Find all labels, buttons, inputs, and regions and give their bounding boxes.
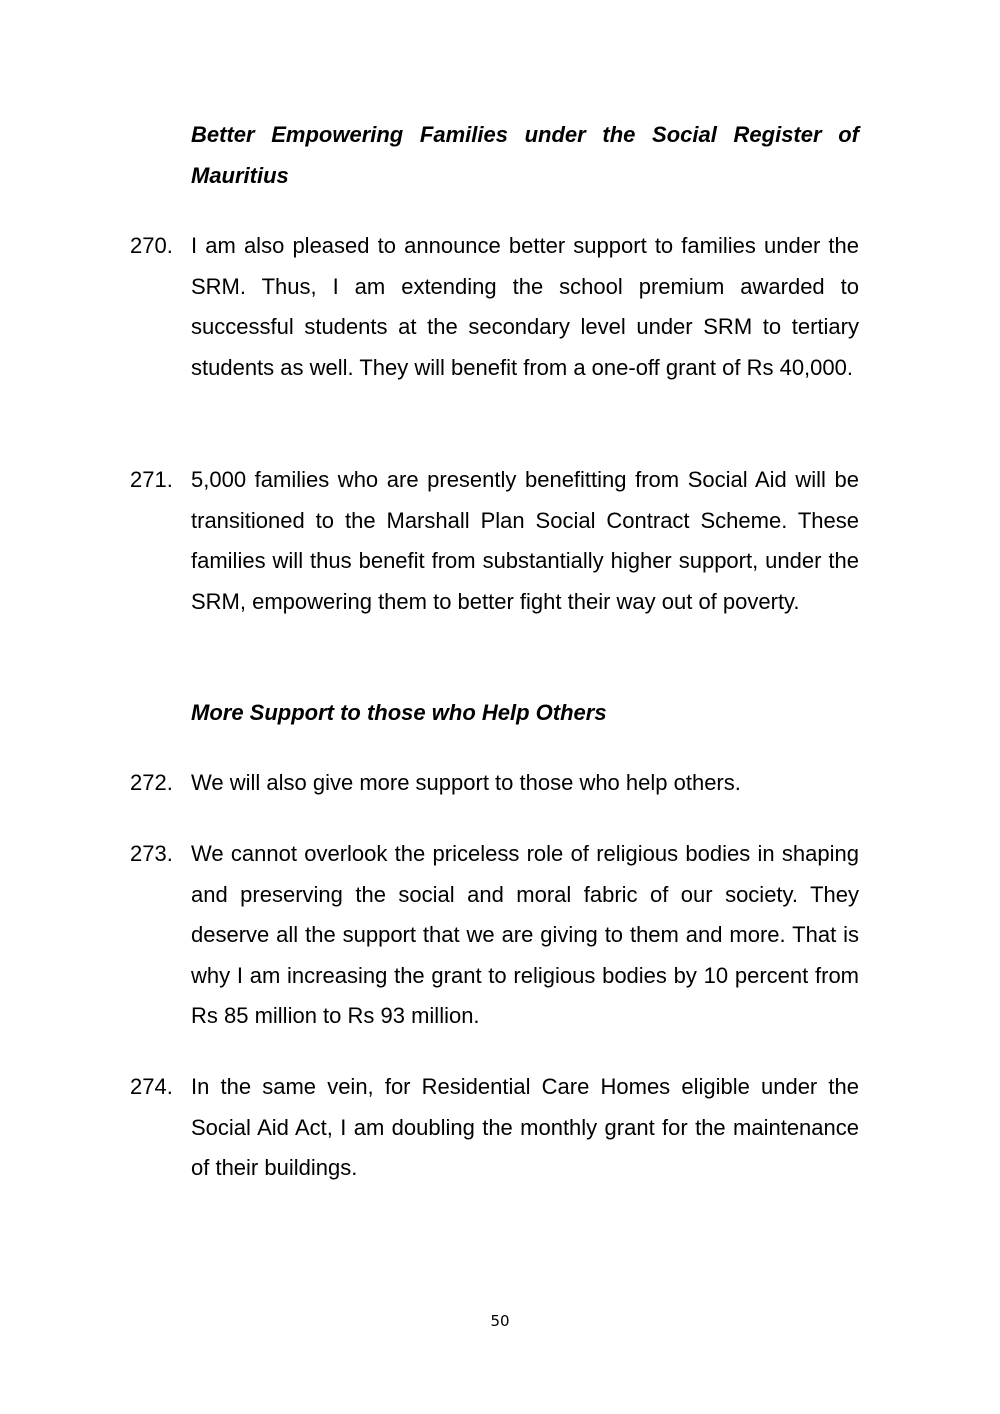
- paragraph-number: 274.: [130, 1074, 173, 1099]
- paragraph-number: 273.: [130, 841, 173, 866]
- paragraph-271: [130, 460, 859, 622]
- paragraph-272: [130, 763, 859, 804]
- paragraph-270: [130, 226, 859, 388]
- paragraph-text: 5,000 families who are presently benefitting from Social Aid will be transitioned to the Marshall Plan Social Contract Scheme. These families will thus benefit from substantially higher support, under the SRM, empowering them to better fight their way out of poverty.: [191, 467, 859, 614]
- paragraph-273: [130, 834, 859, 1037]
- paragraph-text: We cannot overlook the priceless role of religious bodies in shaping and preserving the social and moral fabric of our society. They deserve all the support that we are giving to them and more. That is why I am increasing the grant to religious bodies by 10 percent from Rs 85 million to Rs 93 million.: [191, 841, 859, 1029]
- paragraph-274: [130, 1067, 859, 1189]
- paragraph-number: 270.: [130, 233, 173, 258]
- paragraph-text: In the same vein, for Residential Care Homes eligible under the Social Aid Act, I am doubling the monthly grant for the maintenance of their buildings.: [191, 1074, 859, 1181]
- page-number: 50: [490, 1312, 510, 1330]
- paragraph-number: 272.: [130, 770, 173, 795]
- section-heading-social-register: Better Empowering Families under the Social Register of Mauritius: [191, 122, 859, 188]
- paragraph-text: We will also give more support to those who help others.: [191, 770, 741, 795]
- paragraph-text: I am also pleased to announce better support to families under the SRM. Thus, I am extending the school premium awarded to successful students at the secondary level under SRM to tertiary students as well. They will benefit from a one-off grant of Rs 40,000.: [191, 233, 859, 380]
- section-heading-support-others: More Support to those who Help Others: [191, 700, 607, 725]
- paragraph-number: 271.: [130, 467, 173, 492]
